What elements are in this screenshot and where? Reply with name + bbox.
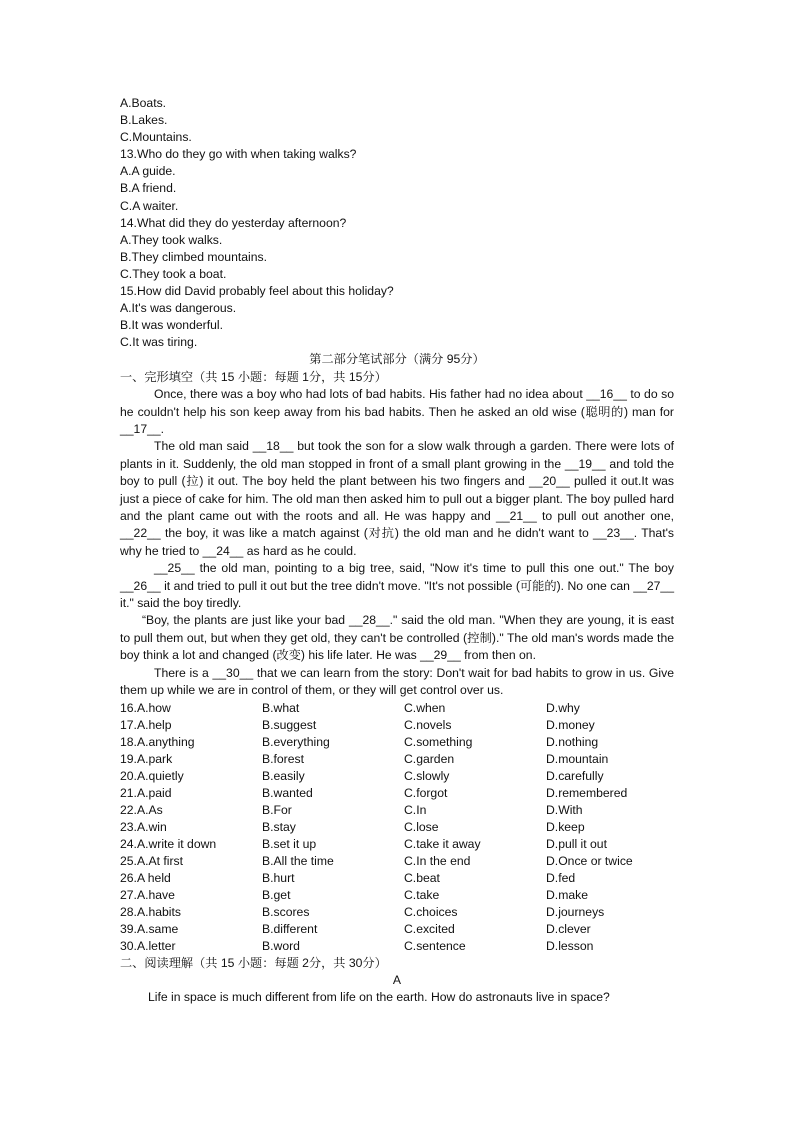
option-cell: B.wanted [262,785,313,800]
option-cell: B.easily [262,768,305,783]
option-cell: D.mountain [546,751,609,766]
option-row [120,904,674,921]
option-row [120,802,674,819]
question-line: B.It was wonderful. [120,318,223,333]
option-cell: D.fed [546,870,576,885]
question-line: B.A friend. [120,181,177,196]
option-cell: B.word [262,938,300,953]
option-cell: D.clever [546,921,591,936]
option-cell: 39.A.same [120,921,179,936]
question-line: C.It was tiring. [120,335,198,350]
option-cell: B.hurt [262,870,295,885]
cloze-paragraph: __25__ the old man, pointing to a big tree, said, "Now it's time to pull this one out." The boy __26__ it and tried to pull it out but the tree didn't move. "It's not possible (可能的). No one can __27__ it." said the boy tiredly. [120,561,674,611]
question-line: C.They took a boat. [120,266,227,281]
option-row [120,870,674,887]
option-cell: C.excited [404,921,455,936]
option-row [120,921,674,938]
option-cell: 20.A.quietly [120,768,184,783]
option-cell: C.garden [404,751,455,766]
option-cell: D.Once or twice [546,853,633,868]
listening-questions [120,95,674,351]
option-cell: B.scores [262,904,310,919]
option-cell: 23.A.win [120,819,167,834]
question-line: A.It's was dangerous. [120,301,237,316]
option-cell: C.In [404,802,427,817]
option-cell: C.lose [404,819,439,834]
option-row [120,836,674,853]
option-cell: 17.A.help [120,717,172,732]
option-cell: B.All the time [262,853,334,868]
option-cell: 24.A.write it down [120,836,217,851]
option-cell: D.nothing [546,734,599,749]
option-cell: 19.A.park [120,751,173,766]
reading-heading: 二、阅读理解（共 15 小题：每题 2分，共 30分） [120,955,387,970]
option-cell: 26.A held [120,870,171,885]
option-cell: B.forest [262,751,304,766]
option-cell: C.take [404,887,440,902]
cloze-heading: 一、完形填空（共 15 小题：每题 1分，共 15分） [120,369,387,384]
option-row [120,734,674,751]
cloze-paragraph: Once, there was a boy who had lots of bad habits. His father had no idea about __16__ to do so he couldn't help his son keep away from his bad habits. Then he asked an old wise (聪明的) man for __17__. [120,387,674,436]
option-row [120,700,674,717]
option-row [120,751,674,768]
option-cell: 27.A.have [120,887,175,902]
option-cell: 21.A.paid [120,785,172,800]
option-row [120,717,674,734]
option-cell: B.get [262,887,291,902]
option-cell: C.slowly [404,768,450,783]
option-cell: D.carefully [546,768,604,783]
option-cell: C.take it away [404,836,481,851]
question-line: B.They climbed mountains. [120,249,267,264]
option-cell: 28.A.habits [120,904,181,919]
option-cell: D.pull it out [546,836,607,851]
page-content [120,95,674,1007]
question-line: A.Boats. [120,96,167,110]
cloze-paragraph: The old man said __18__ but took the son for a slow walk through a garden. There were lots of plants in it. Suddenly, the old man stopped in front of a small plant growing in the __19__ and told the boy to pull (拉) it out. The boy held the plant between his two fingers and __20__ pulled it out.It was just a piece of cake for him. The old man then asked him to pull out a bigger plant. The boy pulled hard and the plant came out with the roots and all. He was happy and __21__ to pull out another one, __22__ the boy, it was like a match against (对抗) the old man and he didn't want to __23__. That's why he tried to __24__ as hard as he could. [120,439,674,558]
question-line: C.A waiter. [120,198,179,213]
option-cell: C.forgot [404,785,448,800]
option-cell: B.everything [262,734,330,749]
cloze-paragraph: There is a __30__ that we can learn from the story: Don't wait for bad habits to grow in us. Give them up while we are in control of them, or they will get control over us. [120,665,674,698]
option-cell: B.stay [262,819,296,834]
option-cell: D.money [546,717,595,732]
cloze-paragraph: “Boy, the plants are just like your bad __28__." said the old man. "When they are young, it is east to pull them out, but when they get old, they can't be controlled (控制)." The old man's words made the boy think a lot and changed (改变) his life later. He was __29__ from then on. [120,613,674,663]
option-row [120,785,674,802]
question-line: 14.What did they do yesterday afternoon? [120,215,347,230]
option-row [120,768,674,785]
option-cell: C.choices [404,904,458,919]
option-cell: B.set it up [262,836,317,851]
option-cell: 18.A.anything [120,734,195,749]
question-line: A.They took walks. [120,232,223,247]
option-cell: C.sentence [404,938,466,953]
option-cell: D.With [546,802,583,817]
part-two-title: 第二部分笔试部分（满分 95分） [309,352,485,367]
option-cell: D.lesson [546,938,594,953]
option-row [120,887,674,904]
option-row [120,819,674,836]
option-cell: 30.A.letter [120,938,176,953]
question-line: 15.How did David probably feel about this holiday? [120,284,394,299]
option-row [120,938,674,955]
option-cell: D.make [546,887,588,902]
option-cell: C.something [404,734,473,749]
option-cell: D.why [546,700,580,715]
passage-label: A [392,972,402,987]
option-cell: 25.A.At first [120,853,183,868]
option-cell: C.beat [404,870,440,885]
option-cell: B.suggest [262,717,317,732]
option-cell: B.what [262,700,300,715]
question-line: 13.Who do they go with when taking walks? [120,147,357,162]
option-cell: B.different [262,921,318,936]
question-line: A.A guide. [120,164,176,179]
option-cell: D.remembered [546,785,628,800]
option-cell: C.In the end [404,853,471,868]
option-cell: D.keep [546,819,585,834]
question-line: C.Mountains. [120,130,192,145]
option-cell: C.when [404,700,446,715]
question-line: B.Lakes. [120,113,168,128]
option-cell: 16.A.how [120,700,171,715]
option-cell: 22.A.As [120,802,163,817]
option-cell: B.For [262,802,292,817]
cloze-passage [120,386,674,699]
option-cell: D.journeys [546,904,605,919]
option-row [120,853,674,870]
option-cell: C.novels [404,717,452,732]
reading-first-line: Life in space is much different from life on the earth. How do astronauts live in space? [148,990,610,1005]
cloze-options-table [120,700,674,955]
